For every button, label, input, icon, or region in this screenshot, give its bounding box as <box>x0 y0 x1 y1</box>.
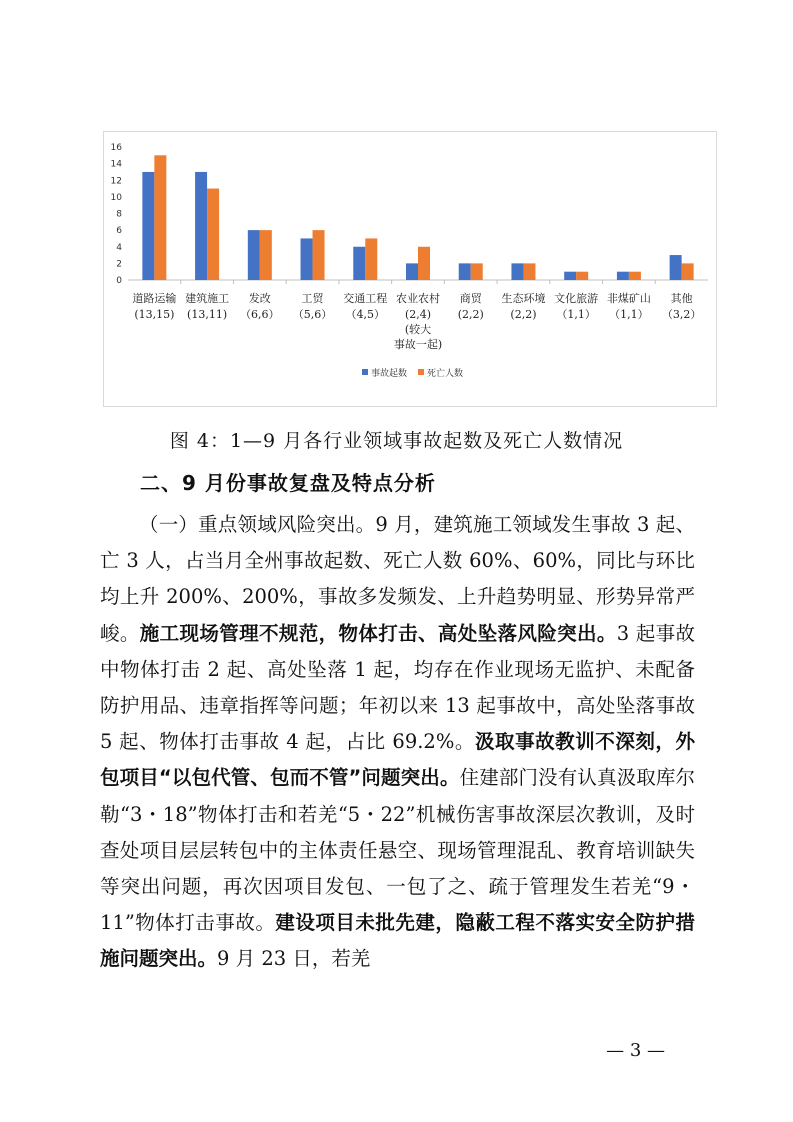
section-heading: 二、9 月份事故复盘及特点分析 <box>140 471 436 495</box>
paragraph-bold-point: 汲取事故教训不深刻，外包项目“以包代管、包而不管”问题突出。 <box>100 730 695 790</box>
x-category-sublabel: (2,2) <box>510 308 537 321</box>
bar-accidents <box>670 255 682 280</box>
bar-accidents <box>195 172 207 280</box>
x-category-sublabel: (2,2) <box>457 308 484 321</box>
bar-accidents <box>617 272 629 280</box>
x-category-sublabel: （5,6） <box>292 308 333 321</box>
bar-accidents <box>248 230 260 280</box>
paragraph-lead-sentence: （一）重点领域风险突出。 <box>139 513 376 536</box>
y-tick-label: 8 <box>116 209 122 220</box>
body-paragraph <box>100 507 695 978</box>
bar-accidents <box>353 247 365 280</box>
bar-deaths <box>629 272 641 280</box>
x-category-sublabel: (13,15) <box>134 308 175 321</box>
x-category-sublabel: （1,1） <box>556 308 596 321</box>
paragraph-sentence: 3 起事故中物体打击 2 起、高处坠落 1 起，均存在作业现场无监护、未配备防护用品、违章指挥等问题；年初以来 13 起事故中，高处坠落事故 5 起、物体打击事故 4 起，占比 69.2%。 <box>100 621 695 754</box>
figure-caption: 图 4：1—9 月各行业领域事故起数及死亡人数情况 <box>169 430 624 452</box>
x-category-sublabel: (2,4) <box>404 308 432 321</box>
x-category-label: 道路运输 <box>132 292 177 305</box>
bar-accidents <box>142 172 154 280</box>
y-tick-label: 16 <box>110 143 122 153</box>
x-category-sublabel: （3,2） <box>661 308 702 321</box>
y-tick-label: 4 <box>116 242 122 253</box>
x-category-label: 交通工程 <box>343 292 388 305</box>
legend-swatch <box>418 369 424 375</box>
bar-deaths <box>207 189 219 280</box>
y-tick-label: 10 <box>110 192 122 203</box>
x-category-label: 非煤矿山 <box>606 292 651 305</box>
bar-chart <box>104 132 718 408</box>
bar-deaths <box>682 263 694 280</box>
y-tick-label: 6 <box>116 226 122 237</box>
paragraph-sentence: 9 月 23 日，若羌 <box>217 947 371 971</box>
bar-deaths <box>471 263 483 280</box>
bar-deaths <box>523 263 535 280</box>
x-category-label: 建筑施工 <box>185 292 230 305</box>
x-category-label: 商贸 <box>459 292 482 305</box>
paragraph-bold-point: 建设项目未批先建，隐蔽工程不落实安全防护措施问题突出。 <box>100 911 695 971</box>
bar-deaths <box>260 230 272 280</box>
x-category-label: 工贸 <box>301 292 324 305</box>
legend-label: 死亡人数 <box>427 369 464 379</box>
y-tick-label: 2 <box>116 259 122 270</box>
x-category-sublabel: （1,1） <box>609 308 649 321</box>
bar-accidents <box>301 238 313 280</box>
bar-accidents <box>564 272 576 280</box>
x-category-label: 其他 <box>670 292 693 305</box>
bar-deaths <box>313 230 325 280</box>
paragraph-bold-point: 施工现场管理不规范，物体打击、高处坠落风险突出。 <box>139 621 617 645</box>
x-category-sublabel: 事故一起) <box>393 338 443 351</box>
paragraph-sentence: 住建部门没有认真汲取库尔勒“3・18”物体打击和若羌“5・22”机械伤害事故深层次教训，及时查处项目层层转包中的主体责任悬空、现场管理混乱、教育培训缺失等突出问题，再次因项目发包、一包了之、疏于管理发生若羌“9・11”物体打击事故。 <box>100 766 695 935</box>
y-tick-label: 0 <box>116 276 122 286</box>
bar-accidents <box>511 263 523 280</box>
x-category-sublabel: (较大 <box>404 323 432 336</box>
x-category-sublabel: （6,6） <box>240 308 280 321</box>
page-number: — 3 — <box>606 1040 665 1061</box>
x-category-sublabel: （4,5） <box>345 308 386 321</box>
y-tick-label: 14 <box>110 159 122 170</box>
bar-deaths <box>576 272 588 280</box>
legend-swatch <box>362 369 368 375</box>
paragraph-sentence: 9 月，建筑施工领域发生事故 3 起、亡 3 人，占当月全州事故起数、死亡人数 60%、60%，同比与环比均上升 200%、200%，事故多发频发、上升趋势明显、形势异常严峻。 <box>100 513 695 645</box>
x-category-sublabel: (13,11) <box>187 308 228 321</box>
x-category-label: 农业农村 <box>396 292 440 305</box>
x-category-label: 生态环境 <box>501 292 546 305</box>
y-tick-label: 12 <box>110 176 122 187</box>
bar-accidents <box>406 263 418 280</box>
bar-deaths <box>418 247 430 280</box>
bar-deaths <box>154 155 166 280</box>
bar-deaths <box>365 238 377 280</box>
x-category-label: 文化旅游 <box>554 292 599 305</box>
chart-container <box>103 131 717 407</box>
x-category-label: 发改 <box>248 292 271 305</box>
bar-accidents <box>459 263 471 280</box>
legend-label: 事故起数 <box>371 369 408 379</box>
